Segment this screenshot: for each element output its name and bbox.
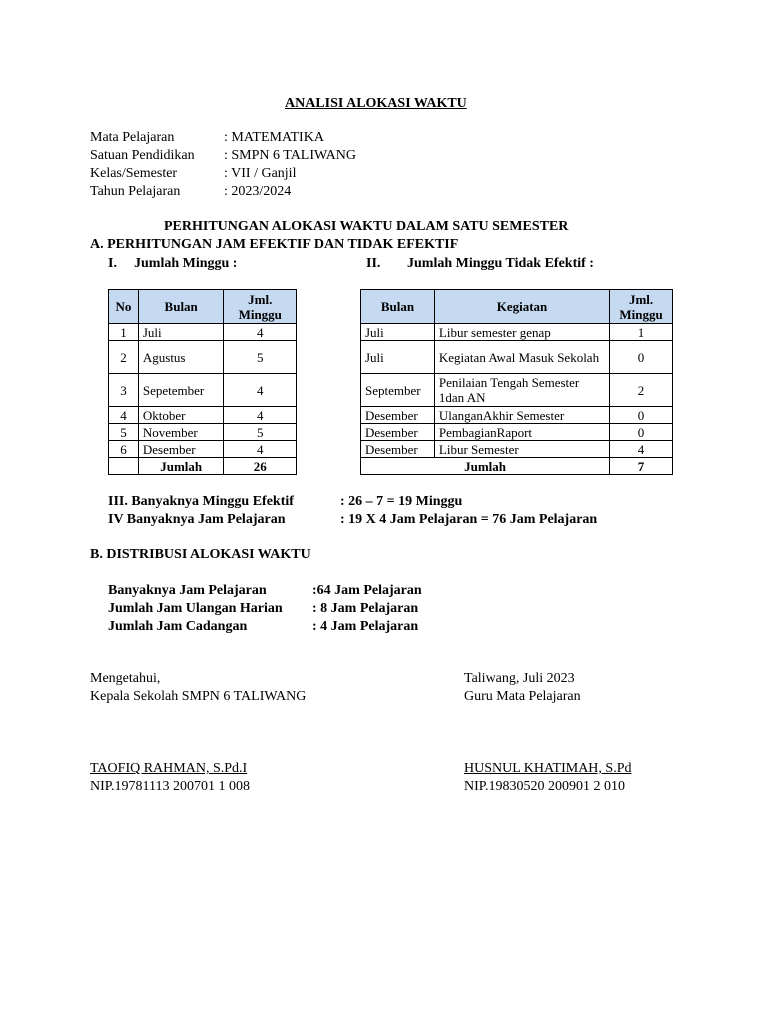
summary-label: IV Banyaknya Jam Pelajaran [108, 512, 286, 527]
table-row [109, 424, 297, 441]
table-row [361, 441, 673, 458]
table-row [361, 341, 673, 374]
sub-heading-2-number: II. [366, 256, 381, 271]
table-cell: Desember [361, 441, 435, 458]
table-cell: Juli [138, 324, 224, 341]
table-total-row [361, 458, 673, 475]
info-label: Kelas/Semester [90, 166, 178, 181]
table-cell: 2 [610, 374, 673, 407]
table-cell: 6 [109, 441, 139, 458]
table-cell: Juli [361, 324, 435, 341]
table-row [109, 374, 297, 407]
summary-label: III. Banyaknya Minggu Efektif [108, 494, 294, 509]
table-cell: Libur Semester [434, 441, 609, 458]
column-header: No [109, 290, 139, 324]
table-cell: 0 [610, 424, 673, 441]
table-cell: 2 [109, 341, 139, 374]
total-value: 7 [610, 458, 673, 475]
signature-role: Guru Mata Pelajaran [464, 689, 581, 704]
table-cell: 4 [224, 324, 297, 341]
column-header: Kegiatan [434, 290, 609, 324]
signature-role: Kepala Sekolah SMPN 6 TALIWANG [90, 689, 307, 704]
table-header-row [361, 290, 673, 324]
signature-name: TAOFIQ RAHMAN, S.Pd.I [90, 761, 248, 776]
column-header: Jml. Minggu [224, 290, 297, 324]
weeks-table [108, 289, 297, 475]
column-header: Jml. Minggu [610, 290, 673, 324]
signature-name: HUSNUL KHATIMAH, S.Pd [464, 761, 632, 776]
distribution-value: : 4 Jam Pelajaran [312, 619, 419, 634]
table-cell: 0 [610, 341, 673, 374]
distribution-value: : 8 Jam Pelajaran [312, 601, 419, 616]
sub-heading-2-label: Jumlah Minggu Tidak Efektif : [407, 256, 594, 271]
signature-place-date: Taliwang, Juli 2023 [464, 671, 575, 686]
distribution-label: Banyaknya Jam Pelajaran [108, 583, 267, 598]
summary-value: : 26 – 7 = 19 Minggu [340, 494, 463, 509]
table-row [361, 324, 673, 341]
column-header: Bulan [361, 290, 435, 324]
table-cell: Sepetember [138, 374, 224, 407]
table-cell: Desember [361, 407, 435, 424]
table-header-row [109, 290, 297, 324]
table-cell: 5 [224, 341, 297, 374]
total-label: Jumlah [361, 458, 610, 475]
section-a-heading: A. PERHITUNGAN JAM EFEKTIF DAN TIDAK EFEKTIF [90, 237, 459, 252]
table-cell: 4 [109, 407, 139, 424]
table-row [109, 407, 297, 424]
table-cell: 4 [610, 441, 673, 458]
table-cell: 4 [224, 441, 297, 458]
table-row [109, 324, 297, 341]
sub-heading-1-label: Jumlah Minggu : [134, 256, 238, 271]
table-cell: Desember [138, 441, 224, 458]
info-value: : 2023/2024 [224, 184, 292, 199]
distribution-label: Jumlah Jam Cadangan [108, 619, 248, 634]
table-cell: 5 [224, 424, 297, 441]
total-value: 26 [224, 458, 297, 475]
subtitle: PERHITUNGAN ALOKASI WAKTU DALAM SATU SEMESTER [164, 219, 569, 234]
signature-acknowledged: Mengetahui, [90, 671, 161, 686]
table-cell [109, 458, 139, 475]
table-row [361, 407, 673, 424]
table-cell: 4 [224, 374, 297, 407]
table-cell: Agustus [138, 341, 224, 374]
table-row [361, 374, 673, 407]
table-cell: 1 [109, 324, 139, 341]
info-label: Satuan Pendidikan [90, 148, 195, 163]
table-cell: Penilaian Tengah Semester 1dan AN [434, 374, 609, 407]
table-cell: Kegiatan Awal Masuk Sekolah [434, 341, 609, 374]
info-label: Mata Pelajaran [90, 130, 175, 145]
info-value: : SMPN 6 TALIWANG [224, 148, 357, 163]
table-cell: November [138, 424, 224, 441]
table-row [361, 424, 673, 441]
table-cell: PembagianRaport [434, 424, 609, 441]
table-cell: Oktober [138, 407, 224, 424]
document-title: ANALISI ALOKASI WAKTU [285, 96, 467, 111]
info-value: : MATEMATIKA [224, 130, 324, 145]
signature-nip: NIP.19781113 200701 1 008 [90, 779, 250, 794]
column-header: Bulan [138, 290, 224, 324]
table-cell: 4 [224, 407, 297, 424]
sub-heading-1-number: I. [108, 256, 117, 271]
table-cell: Desember [361, 424, 435, 441]
distribution-value: :64 Jam Pelajaran [312, 583, 422, 598]
table-cell: Juli [361, 341, 435, 374]
distribution-label: Jumlah Jam Ulangan Harian [108, 601, 283, 616]
summary-value: : 19 X 4 Jam Pelajaran = 76 Jam Pelajaran [340, 512, 598, 527]
table-total-row [109, 458, 297, 475]
table-cell: 5 [109, 424, 139, 441]
info-label: Tahun Pelajaran [90, 184, 181, 199]
non-effective-weeks-table [360, 289, 673, 475]
table-cell: UlanganAkhir Semester [434, 407, 609, 424]
signature-nip: NIP.19830520 200901 2 010 [464, 779, 626, 794]
table-cell: 1 [610, 324, 673, 341]
table-cell: 0 [610, 407, 673, 424]
section-b-heading: B. DISTRIBUSI ALOKASI WAKTU [90, 547, 311, 562]
table-row [109, 341, 297, 374]
info-value: : VII / Ganjil [224, 166, 297, 181]
table-cell: 3 [109, 374, 139, 407]
table-cell: Libur semester genap [434, 324, 609, 341]
table-cell: September [361, 374, 435, 407]
total-label: Jumlah [138, 458, 224, 475]
table-row [109, 441, 297, 458]
